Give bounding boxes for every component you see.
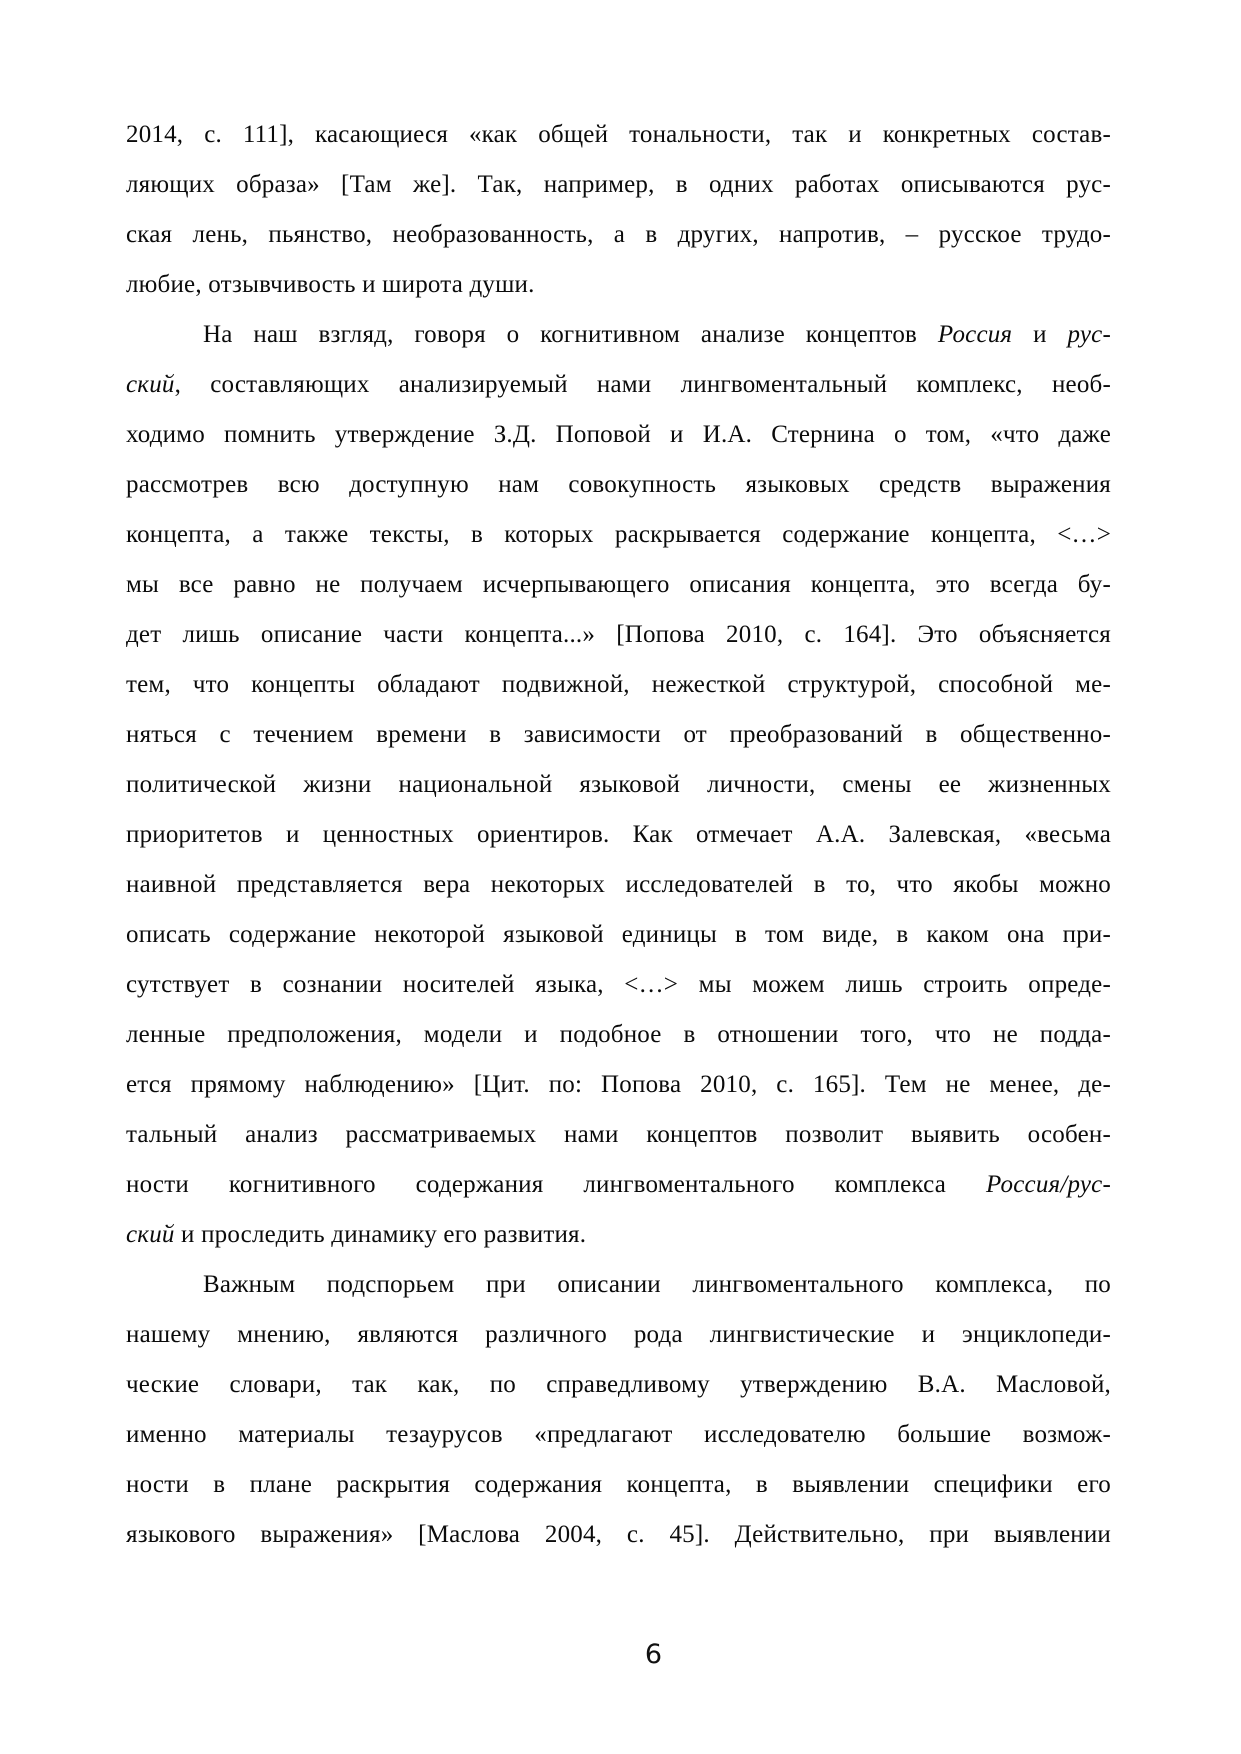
text-segment: 2014, с. 111], касающиеся «как общей тональности, так и конкретных состав- [126,121,1111,148]
text-body [126,110,1111,1560]
italic-text-segment: рус- [1067,321,1111,348]
italic-text-segment: Россия/рус- [985,1171,1111,1198]
text-line [126,710,1111,760]
text-segment: Важным подспорьем при описании лингвоментального комплекса, по [203,1271,1111,1298]
text-line [126,1060,1111,1110]
text-line [126,460,1111,510]
text-segment: дет лишь описание части концепта...» [Попова 2010, с. 164]. Это объясняется [126,621,1111,648]
text-segment: ности в плане раскрытия содержания концепта, в выявлении специфики его [126,1471,1111,1498]
text-segment: ская лень, пьянство, необразованность, а в других, напротив, – русское трудо- [126,221,1111,248]
text-segment: ется прямому наблюдению» [Цит. по: Попова 2010, с. 165]. Тем не менее, де- [126,1071,1111,1098]
text-line [126,610,1111,660]
page-number: 6 [644,1639,663,1670]
text-line [126,910,1111,960]
text-segment: рассмотрев всю доступную нам совокупность языковых средств выражения [126,471,1111,498]
text-segment: тем, что концепты обладают подвижной, нежесткой структурой, способной ме- [126,671,1111,698]
text-line [126,860,1111,910]
text-segment: и проследить динамику его развития. [174,1221,587,1248]
text-line [126,960,1111,1010]
text-line [126,510,1111,560]
text-line [126,260,1111,310]
text-segment: именно материалы тезаурусов «предлагают исследователю большие возмож- [126,1421,1111,1448]
text-line [126,1160,1111,1210]
text-segment: политической жизни национальной языковой личности, смены ее жизненных [126,771,1111,798]
text-line [126,1510,1111,1560]
text-segment: концепта, а также тексты, в которых раскрывается содержание концепта, <…> [126,521,1111,548]
text-segment: любие, отзывчивость и широта души. [126,271,535,298]
text-segment: описать содержание некоторой языковой единицы в том виде, в каком она при- [126,921,1111,948]
text-segment: приоритетов и ценностных ориентиров. Как отмечает А.А. Залевская, «весьма [126,821,1111,848]
text-segment: и [1012,321,1068,348]
text-segment: На наш взгляд, говоря о когнитивном анализе концептов [203,321,938,348]
text-segment: ленные предположения, модели и подобное в отношении того, что не подда- [126,1021,1111,1048]
text-segment: ности когнитивного содержания лингвоментального комплекса [126,1171,986,1198]
text-line [126,660,1111,710]
text-line [126,210,1111,260]
text-line [126,1260,1111,1310]
text-line [126,1410,1111,1460]
text-segment: наивной представляется вера некоторых исследователей в то, что якобы можно [126,871,1111,898]
text-segment: языкового выражения» [Маслова 2004, с. 45]. Действительно, при выявлении [126,1521,1111,1548]
italic-text-segment: ский [126,371,175,398]
text-line [126,1360,1111,1410]
text-line [126,810,1111,860]
text-segment: сутствует в сознании носителей языка, <…> мы можем лишь строить опреде- [126,971,1111,998]
text-segment: ческие словари, так как, по справедливому утверждению В.А. Масловой, [126,1371,1111,1398]
paragraph [126,1260,1111,1560]
text-line [126,1210,1111,1260]
italic-text-segment: Россия [937,321,1013,348]
text-line [126,310,1111,360]
text-segment: няться с течением времени в зависимости от преобразований в общественно- [126,721,1111,748]
text-line [126,360,1111,410]
text-line [126,410,1111,460]
text-segment: тальный анализ рассматриваемых нами концептов позволит выявить особен- [126,1121,1111,1148]
text-line [126,1310,1111,1360]
text-line [126,160,1111,210]
italic-text-segment: ский [126,1221,175,1248]
text-segment: , составляющих анализируемый нами лингвоментальный комплекс, необ- [174,371,1111,398]
paragraph [126,310,1111,1260]
text-line [126,560,1111,610]
text-line [126,1110,1111,1160]
text-segment: нашему мнению, являются различного рода лингвистические и энциклопеди- [126,1321,1111,1348]
text-segment: мы все равно не получаем исчерпывающего описания концепта, это всегда бу- [126,571,1111,598]
text-line [126,760,1111,810]
text-line [126,1460,1111,1510]
text-line [126,110,1111,160]
text-segment: ляющих образа» [Там же]. Так, например, в одних работах описываются рус- [126,171,1111,198]
paragraph [126,110,1111,310]
text-segment: ходимо помнить утверждение З.Д. Поповой и И.А. Стернина о том, «что даже [126,421,1111,448]
text-line [126,1010,1111,1060]
